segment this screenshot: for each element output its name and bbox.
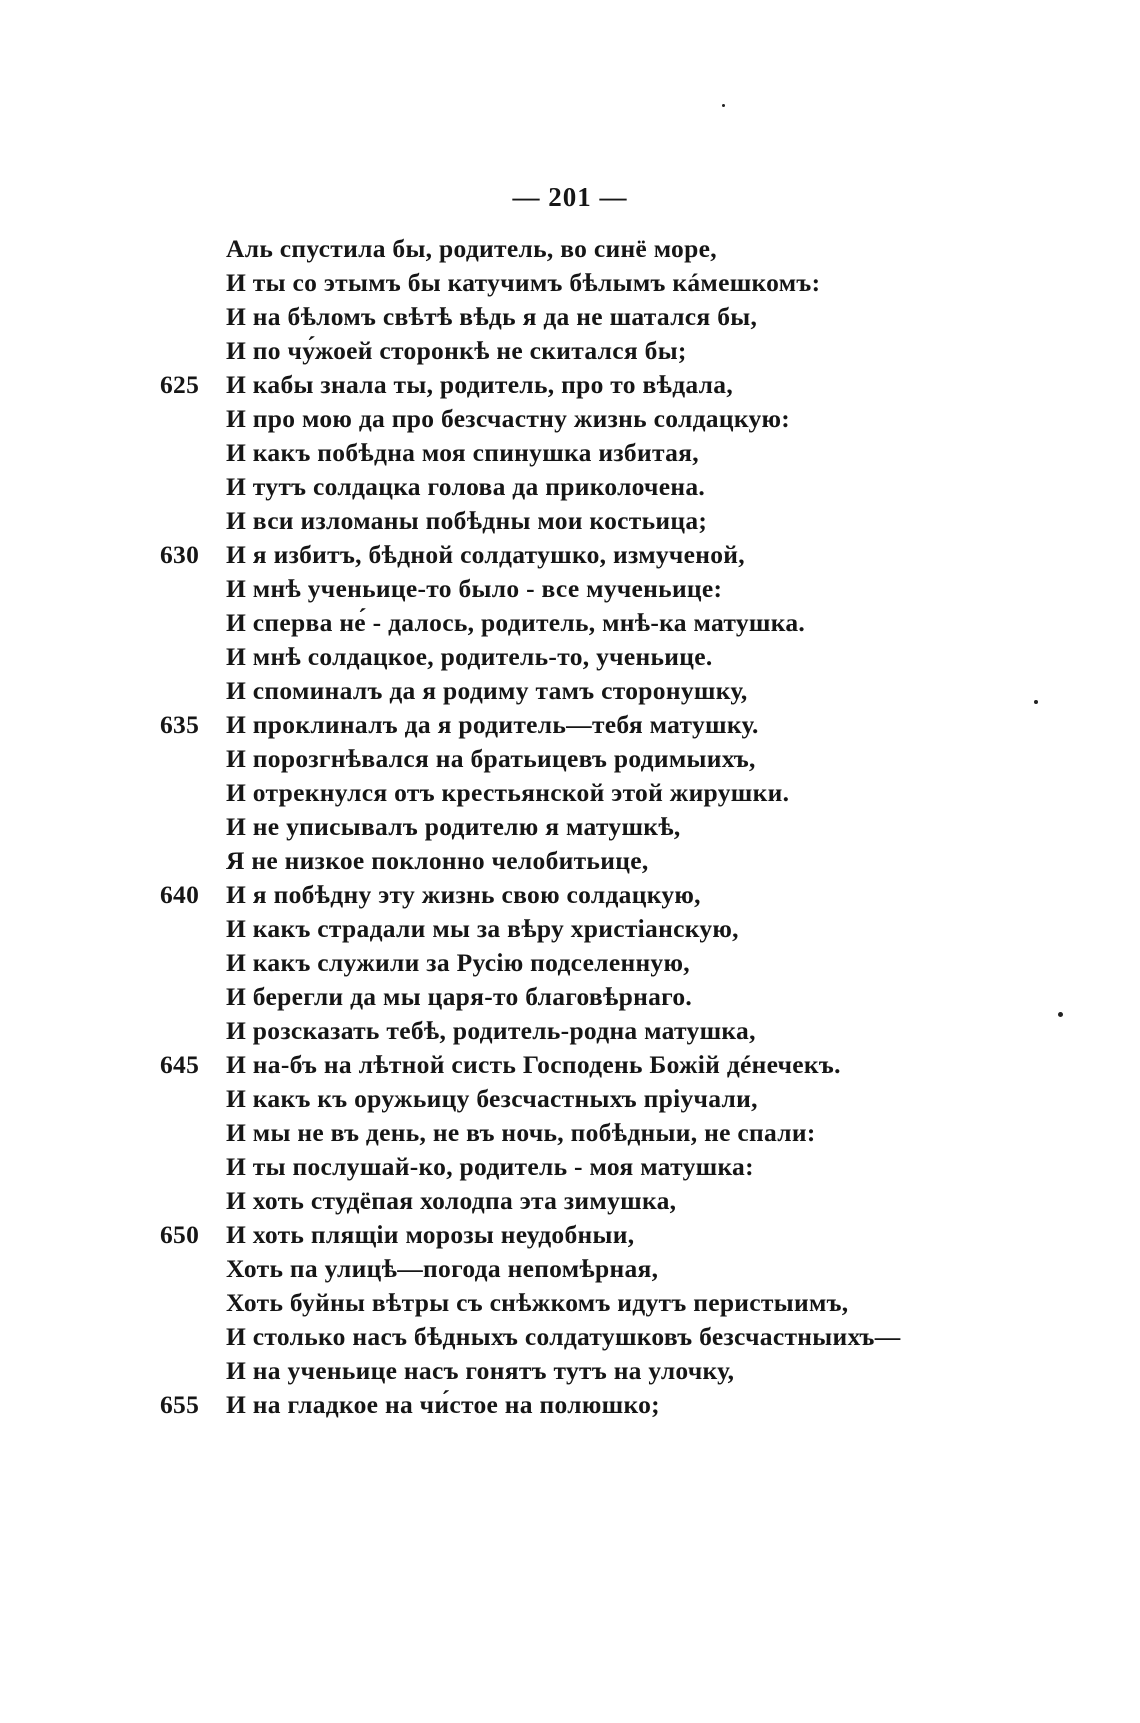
verse-text: И на гладкое на чи́стое на полюшко; — [226, 1390, 660, 1419]
verse-text: И сперва не́ - далось, родитель, мнѣ-ка матушка. — [226, 608, 806, 637]
verse-line — [160, 878, 940, 912]
line-number: 625 — [160, 370, 200, 399]
verse-text: И ты со этымъ бы катучимъ бѣлымъ кáмешкомъ: — [226, 268, 821, 297]
line-number: 630 — [160, 540, 200, 569]
verse-text: Хоть буйны вѣтры съ снѣжкомъ идутъ перистыимъ, — [226, 1288, 849, 1317]
verse-block — [160, 232, 940, 1422]
verse-text: И какъ побѣдна моя спинушка избитая, — [226, 438, 699, 467]
verse-line — [160, 572, 940, 606]
verse-line — [160, 1184, 940, 1218]
verse-line — [160, 436, 940, 470]
verse-line — [160, 368, 940, 402]
verse-text: И на ученьице насъ гонятъ тутъ на улочку, — [226, 1356, 735, 1385]
verse-line — [160, 470, 940, 504]
verse-line — [160, 810, 940, 844]
verse-text: И розсказать тебѣ, родитель-родна матушка, — [226, 1016, 756, 1045]
scan-speck — [722, 104, 725, 107]
line-number: 655 — [160, 1390, 200, 1419]
line-number: 645 — [160, 1050, 200, 1079]
line-number: 650 — [160, 1220, 200, 1249]
verse-line — [160, 1252, 940, 1286]
verse-text: И проклиналъ да я родитель—тебя матушку. — [226, 710, 759, 739]
verse-line — [160, 1082, 940, 1116]
verse-line — [160, 402, 940, 436]
verse-line — [160, 300, 940, 334]
line-number: 640 — [160, 880, 200, 909]
verse-line — [160, 538, 940, 572]
verse-text: И мы не въ день, не въ ночь, побѣдныи, не спали: — [226, 1118, 816, 1147]
page-number: — 201 — — [512, 182, 628, 212]
verse-line — [160, 1218, 940, 1252]
verse-text: И хоть плящіи морозы неудобныи, — [226, 1220, 635, 1249]
verse-text: И берегли да мы царя-то благовѣрнаго. — [226, 982, 693, 1011]
verse-text: И хоть студёпая холодпа эта зимушка, — [226, 1186, 677, 1215]
verse-text: И какъ страдали мы за вѣру христіанскую, — [226, 914, 739, 943]
verse-line — [160, 266, 940, 300]
verse-line — [160, 504, 940, 538]
verse-line — [160, 1388, 940, 1422]
verse-text: И тутъ солдацка голова да приколочена. — [226, 472, 706, 501]
verse-text: И ты послушай-ко, родитель - моя матушка: — [226, 1152, 754, 1181]
verse-text: И порозгнѣвался на братьицевъ родимыихъ, — [226, 744, 756, 773]
verse-text: И по чу́жоей сторонкѣ не скитался бы; — [226, 336, 687, 365]
verse-text: И я побѣдну эту жизнь свою солдацкую, — [226, 880, 701, 909]
verse-line — [160, 232, 940, 266]
verse-line — [160, 742, 940, 776]
verse-line — [160, 980, 940, 1014]
verse-text: И споминалъ да я родиму тамъ сторонушку, — [226, 676, 748, 705]
line-number: 635 — [160, 710, 200, 739]
verse-text: И на бѣломъ свѣтѣ вѣдь я да не шатался бы, — [226, 302, 758, 331]
verse-text: И отрекнулся отъ крестьянской этой жирушки. — [226, 778, 790, 807]
verse-text: И про мою да про безсчастну жизнь солдацкую: — [226, 404, 791, 433]
verse-text: И мнѣ солдацкое, родитель-то, ученьице. — [226, 642, 713, 671]
verse-line — [160, 1048, 940, 1082]
verse-line — [160, 1286, 940, 1320]
verse-line — [160, 708, 940, 742]
verse-line — [160, 776, 940, 810]
verse-text: Я не низкое поклонно челобитьице, — [226, 846, 649, 875]
verse-line — [160, 1150, 940, 1184]
scan-speck — [1058, 1012, 1063, 1017]
scan-speck — [1034, 700, 1038, 704]
verse-line — [160, 1320, 940, 1354]
verse-line — [160, 1014, 940, 1048]
verse-line — [160, 1354, 940, 1388]
verse-text: И столько насъ бѣдныхъ солдатушковъ безсчастныихъ— — [226, 1322, 901, 1351]
verse-text: И какъ служили за Русію подселенную, — [226, 948, 690, 977]
verse-text: И на-бъ на лѣтной систь Господень Божій дéнечекъ. — [226, 1050, 841, 1079]
verse-text: И не уписывалъ родителю я матушкѣ, — [226, 812, 681, 841]
verse-line — [160, 674, 940, 708]
verse-line — [160, 606, 940, 640]
verse-line — [160, 912, 940, 946]
verse-text: Хоть па улицѣ—погода непомѣрная, — [226, 1254, 659, 1283]
verse-line — [160, 844, 940, 878]
verse-text: И мнѣ ученьице-то было - все мученьице: — [226, 574, 723, 603]
verse-line — [160, 946, 940, 980]
verse-text: И я избитъ, бѣдной солдатушко, измученой, — [226, 540, 745, 569]
verse-text: И какъ къ оружьицу безсчастныхъ пріучали, — [226, 1084, 758, 1113]
verse-line — [160, 334, 940, 368]
verse-line — [160, 1116, 940, 1150]
verse-text: И кабы знала ты, родитель, про то вѣдала, — [226, 370, 733, 399]
verse-text: Аль спустила бы, родитель, во синё море, — [226, 234, 717, 263]
verse-text: И вси изломаны побѣдны мои костьица; — [226, 506, 708, 535]
verse-line — [160, 640, 940, 674]
